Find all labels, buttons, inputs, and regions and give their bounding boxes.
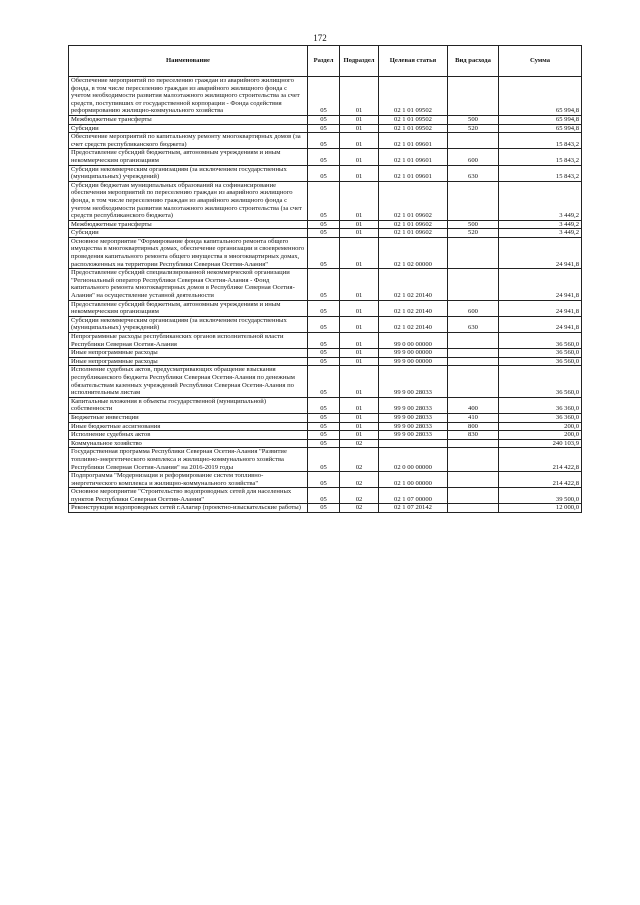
- col-header-subsection: Подраздел: [340, 46, 379, 77]
- table-row: [69, 229, 582, 238]
- cell-subsection: 01: [340, 237, 379, 268]
- table-row: [69, 413, 582, 422]
- table-row: [69, 269, 582, 300]
- cell-sum: 15 843,2: [499, 165, 582, 181]
- cell-type: 500: [448, 115, 499, 124]
- cell-sum: 36 560,0: [499, 349, 582, 358]
- cell-name: Обеспечение мероприятий по капитальному ремонту многоквартирных домов (за счет средств республиканского бюджета): [69, 133, 308, 149]
- cell-type: [448, 366, 499, 397]
- cell-target: 02 1 07 20142: [379, 504, 448, 513]
- cell-sum: 12 000,0: [499, 504, 582, 513]
- cell-section: 05: [308, 300, 340, 316]
- cell-name: Исполнение судебных актов, предусматривающих обращение взыскания республиканского бюджета Республики Северная Осетия-Алания по денежным обязательствам казенных учреждений Республики Северная Осетия-Алания по исполнительным листам: [69, 366, 308, 397]
- cell-target: 02 1 02 20140: [379, 316, 448, 332]
- cell-subsection: 01: [340, 115, 379, 124]
- col-header-sum: Сумма: [499, 46, 582, 77]
- cell-target: 02 1 01 09502: [379, 77, 448, 116]
- table-row: [69, 316, 582, 332]
- cell-name: Основное мероприятие "Строительство водопроводных сетей для населенных пунктов Республики Северная Осетия-Алания": [69, 488, 308, 504]
- cell-subsection: 02: [340, 439, 379, 448]
- table-row: [69, 333, 582, 349]
- table-row: [69, 422, 582, 431]
- cell-subsection: 01: [340, 124, 379, 133]
- cell-type: 600: [448, 149, 499, 165]
- cell-target: [379, 439, 448, 448]
- budget-table: [68, 45, 582, 513]
- table-header: [69, 46, 582, 77]
- cell-name: Предоставление субсидий специализированной некоммерческой организации "Региональный оператор Республики Северная Осетия-Алания - Фонд капитального ремонта многоквартирных домов в Республике Северная Осетия-Алания" на осуществление уставной деятельности: [69, 269, 308, 300]
- cell-type: 500: [448, 220, 499, 229]
- cell-name: Межбюджетные трансферты: [69, 115, 308, 124]
- cell-name: Субсидии бюджетам муниципальных образований на софинансирование обеспечения мероприятий по переселению граждан из аварийного жилищного фонда, в том числе переселению граждан из аварийного жилищного фонда с учетом необходимости развития малоэтажного жилищного строительства (за счет средств республиканского бюджета): [69, 181, 308, 220]
- cell-target: 02 1 02 00000: [379, 237, 448, 268]
- cell-name: Иные непрограммные расходы: [69, 349, 308, 358]
- cell-type: 800: [448, 422, 499, 431]
- cell-sum: 3 449,2: [499, 181, 582, 220]
- cell-subsection: 02: [340, 472, 379, 488]
- cell-target: 02 1 00 00000: [379, 472, 448, 488]
- cell-section: 05: [308, 366, 340, 397]
- cell-type: [448, 237, 499, 268]
- table-row: [69, 357, 582, 366]
- table-body: [69, 77, 582, 513]
- cell-name: Реконструкция водопроводных сетей г.Алагир (проектно-изыскательские работы): [69, 504, 308, 513]
- cell-target: 02 1 01 09502: [379, 124, 448, 133]
- cell-section: 05: [308, 149, 340, 165]
- cell-subsection: 01: [340, 165, 379, 181]
- col-header-type: Вид расхода: [448, 46, 499, 77]
- cell-type: 630: [448, 316, 499, 332]
- table-row: [69, 300, 582, 316]
- cell-subsection: 02: [340, 488, 379, 504]
- cell-subsection: 01: [340, 149, 379, 165]
- table-row: [69, 488, 582, 504]
- cell-subsection: 01: [340, 357, 379, 366]
- cell-target: 02 1 01 09601: [379, 149, 448, 165]
- cell-type: 520: [448, 124, 499, 133]
- cell-name: Непрограммные расходы республиканских органов исполнительной власти Республики Северная Осетия-Алания: [69, 333, 308, 349]
- cell-target: 02 1 01 09602: [379, 181, 448, 220]
- cell-section: 05: [308, 397, 340, 413]
- cell-section: 05: [308, 269, 340, 300]
- cell-type: 600: [448, 300, 499, 316]
- cell-type: [448, 439, 499, 448]
- col-header-name: Наименование: [69, 46, 308, 77]
- cell-target: 02 1 01 09602: [379, 220, 448, 229]
- cell-section: 05: [308, 165, 340, 181]
- cell-subsection: 01: [340, 366, 379, 397]
- cell-name: Обеспечение мероприятий по переселению граждан из аварийного жилищного фонда, в том числе переселению граждан из аварийного жилищного фонда с учетом необходимости развития малоэтажного жилищного строительства за счет средств, поступивших от государственной корпорации - Фонда содействия реформированию жилищно-коммунального хозяйства: [69, 77, 308, 116]
- cell-sum: 3 449,2: [499, 229, 582, 238]
- cell-name: Коммунальное хозяйство: [69, 439, 308, 448]
- cell-target: 02 1 02 20140: [379, 300, 448, 316]
- table-row: [69, 77, 582, 116]
- cell-section: 05: [308, 220, 340, 229]
- cell-sum: 39 500,0: [499, 488, 582, 504]
- cell-sum: 15 843,2: [499, 133, 582, 149]
- table-row: [69, 366, 582, 397]
- cell-target: 02 1 02 20140: [379, 269, 448, 300]
- cell-sum: 3 449,2: [499, 220, 582, 229]
- cell-section: 05: [308, 115, 340, 124]
- cell-sum: 36 560,0: [499, 333, 582, 349]
- cell-section: 05: [308, 422, 340, 431]
- cell-section: 05: [308, 77, 340, 116]
- cell-type: 830: [448, 431, 499, 440]
- cell-name: Иные непрограммные расходы: [69, 357, 308, 366]
- cell-section: 05: [308, 413, 340, 422]
- cell-target: 99 9 00 28033: [379, 431, 448, 440]
- cell-target: 99 9 00 28033: [379, 366, 448, 397]
- cell-section: 05: [308, 357, 340, 366]
- cell-target: 99 9 00 28033: [379, 422, 448, 431]
- cell-section: 05: [308, 133, 340, 149]
- cell-target: 02 1 01 09601: [379, 133, 448, 149]
- cell-name: Межбюджетные трансферты: [69, 220, 308, 229]
- cell-subsection: 01: [340, 422, 379, 431]
- cell-section: 05: [308, 504, 340, 513]
- cell-name: Государственная программа Республики Северная Осетия-Алания "Развитие топливно-энергетического комплекса и жилищно-коммунального хозяйства Республики Северная Осетия-Алания" на 2016-2019 годы: [69, 448, 308, 472]
- cell-type: 400: [448, 397, 499, 413]
- cell-type: [448, 472, 499, 488]
- cell-target: 99 9 00 28033: [379, 413, 448, 422]
- table-row: [69, 237, 582, 268]
- cell-name: Предоставление субсидий бюджетным, автономным учреждениям и иным некоммерческим организациям: [69, 300, 308, 316]
- cell-section: 05: [308, 472, 340, 488]
- cell-name: Субсидии: [69, 229, 308, 238]
- cell-sum: 65 994,8: [499, 124, 582, 133]
- cell-section: 05: [308, 448, 340, 472]
- cell-sum: 24 941,8: [499, 269, 582, 300]
- cell-type: [448, 349, 499, 358]
- cell-target: 99 9 00 00000: [379, 349, 448, 358]
- cell-type: 630: [448, 165, 499, 181]
- cell-name: Субсидии некоммерческим организациям (за исключением государственных (муниципальных) учреждений): [69, 165, 308, 181]
- table-row: [69, 149, 582, 165]
- cell-subsection: 01: [340, 333, 379, 349]
- table-row: [69, 133, 582, 149]
- cell-subsection: 01: [340, 397, 379, 413]
- cell-type: [448, 488, 499, 504]
- cell-type: [448, 269, 499, 300]
- cell-sum: 24 941,8: [499, 237, 582, 268]
- cell-subsection: 01: [340, 431, 379, 440]
- cell-type: [448, 448, 499, 472]
- cell-subsection: 01: [340, 316, 379, 332]
- cell-type: [448, 504, 499, 513]
- cell-sum: 214 422,8: [499, 448, 582, 472]
- cell-subsection: 01: [340, 77, 379, 116]
- cell-sum: 65 994,8: [499, 77, 582, 116]
- cell-target: 99 9 00 00000: [379, 357, 448, 366]
- cell-target: 99 9 00 28033: [379, 397, 448, 413]
- cell-name: Иные бюджетные ассигнования: [69, 422, 308, 431]
- cell-target: 02 1 01 09502: [379, 115, 448, 124]
- cell-type: [448, 181, 499, 220]
- cell-target: 99 0 00 00000: [379, 333, 448, 349]
- cell-type: [448, 333, 499, 349]
- cell-subsection: 01: [340, 229, 379, 238]
- table-row: [69, 472, 582, 488]
- cell-sum: 200,0: [499, 422, 582, 431]
- cell-target: 02 0 00 00000: [379, 448, 448, 472]
- cell-sum: 200,0: [499, 431, 582, 440]
- cell-section: 05: [308, 333, 340, 349]
- cell-section: 05: [308, 439, 340, 448]
- table-row: [69, 349, 582, 358]
- cell-section: 05: [308, 237, 340, 268]
- table-row: [69, 124, 582, 133]
- col-header-target: Целевая статья: [379, 46, 448, 77]
- cell-name: Капитальные вложения в объекты государственной (муниципальной) собственности: [69, 397, 308, 413]
- cell-subsection: 01: [340, 269, 379, 300]
- cell-subsection: 01: [340, 220, 379, 229]
- cell-sum: 15 843,2: [499, 149, 582, 165]
- table-row: [69, 220, 582, 229]
- cell-name: Субсидии некоммерческим организациям (за исключением государственных (муниципальных) учреждений): [69, 316, 308, 332]
- table-row: [69, 397, 582, 413]
- cell-sum: 24 941,8: [499, 316, 582, 332]
- cell-type: [448, 77, 499, 116]
- cell-target: 02 1 07 00000: [379, 488, 448, 504]
- cell-section: 05: [308, 316, 340, 332]
- page-number: 172: [313, 33, 327, 43]
- table-row: [69, 448, 582, 472]
- cell-sum: 36 560,0: [499, 366, 582, 397]
- cell-subsection: 02: [340, 504, 379, 513]
- cell-type: 520: [448, 229, 499, 238]
- cell-type: 410: [448, 413, 499, 422]
- table-row: [69, 165, 582, 181]
- cell-section: 05: [308, 124, 340, 133]
- cell-subsection: 01: [340, 413, 379, 422]
- cell-name: Подпрограмма "Модернизация и реформирование систем топливно-энергетического комплекса и жилищно-коммунального хозяйства": [69, 472, 308, 488]
- cell-sum: 240 103,9: [499, 439, 582, 448]
- cell-section: 05: [308, 488, 340, 504]
- cell-subsection: 01: [340, 300, 379, 316]
- cell-sum: 36 360,0: [499, 413, 582, 422]
- cell-sum: 65 994,8: [499, 115, 582, 124]
- cell-section: 05: [308, 349, 340, 358]
- col-header-section: Раздел: [308, 46, 340, 77]
- cell-subsection: 01: [340, 349, 379, 358]
- cell-name: Предоставление субсидий бюджетным, автономным учреждениям и иным некоммерческим организациям: [69, 149, 308, 165]
- cell-section: 05: [308, 431, 340, 440]
- cell-type: [448, 133, 499, 149]
- cell-name: Исполнение судебных актов: [69, 431, 308, 440]
- cell-target: 02 1 01 09602: [379, 229, 448, 238]
- cell-subsection: 01: [340, 181, 379, 220]
- cell-name: Субсидии: [69, 124, 308, 133]
- table-row: [69, 115, 582, 124]
- table-row: [69, 504, 582, 513]
- table-row: [69, 439, 582, 448]
- cell-section: 05: [308, 181, 340, 220]
- cell-sum: 36 360,0: [499, 397, 582, 413]
- cell-section: 05: [308, 229, 340, 238]
- cell-name: Основное мероприятие "Формирование фонда капитального ремонта общего имущества в многоквартирных домах, обеспечение организации и своевременного проведения капитального ремонта общего имущества в многоквартирных домах, расположенных на территории Республики Северная Осетия-Алания": [69, 237, 308, 268]
- cell-sum: 24 941,8: [499, 300, 582, 316]
- cell-type: [448, 357, 499, 366]
- cell-subsection: 02: [340, 448, 379, 472]
- cell-sum: 214 422,8: [499, 472, 582, 488]
- cell-name: Бюджетные инвестиции: [69, 413, 308, 422]
- cell-sum: 36 560,0: [499, 357, 582, 366]
- table-row: [69, 431, 582, 440]
- table-row: [69, 181, 582, 220]
- cell-target: 02 1 01 09601: [379, 165, 448, 181]
- cell-subsection: 01: [340, 133, 379, 149]
